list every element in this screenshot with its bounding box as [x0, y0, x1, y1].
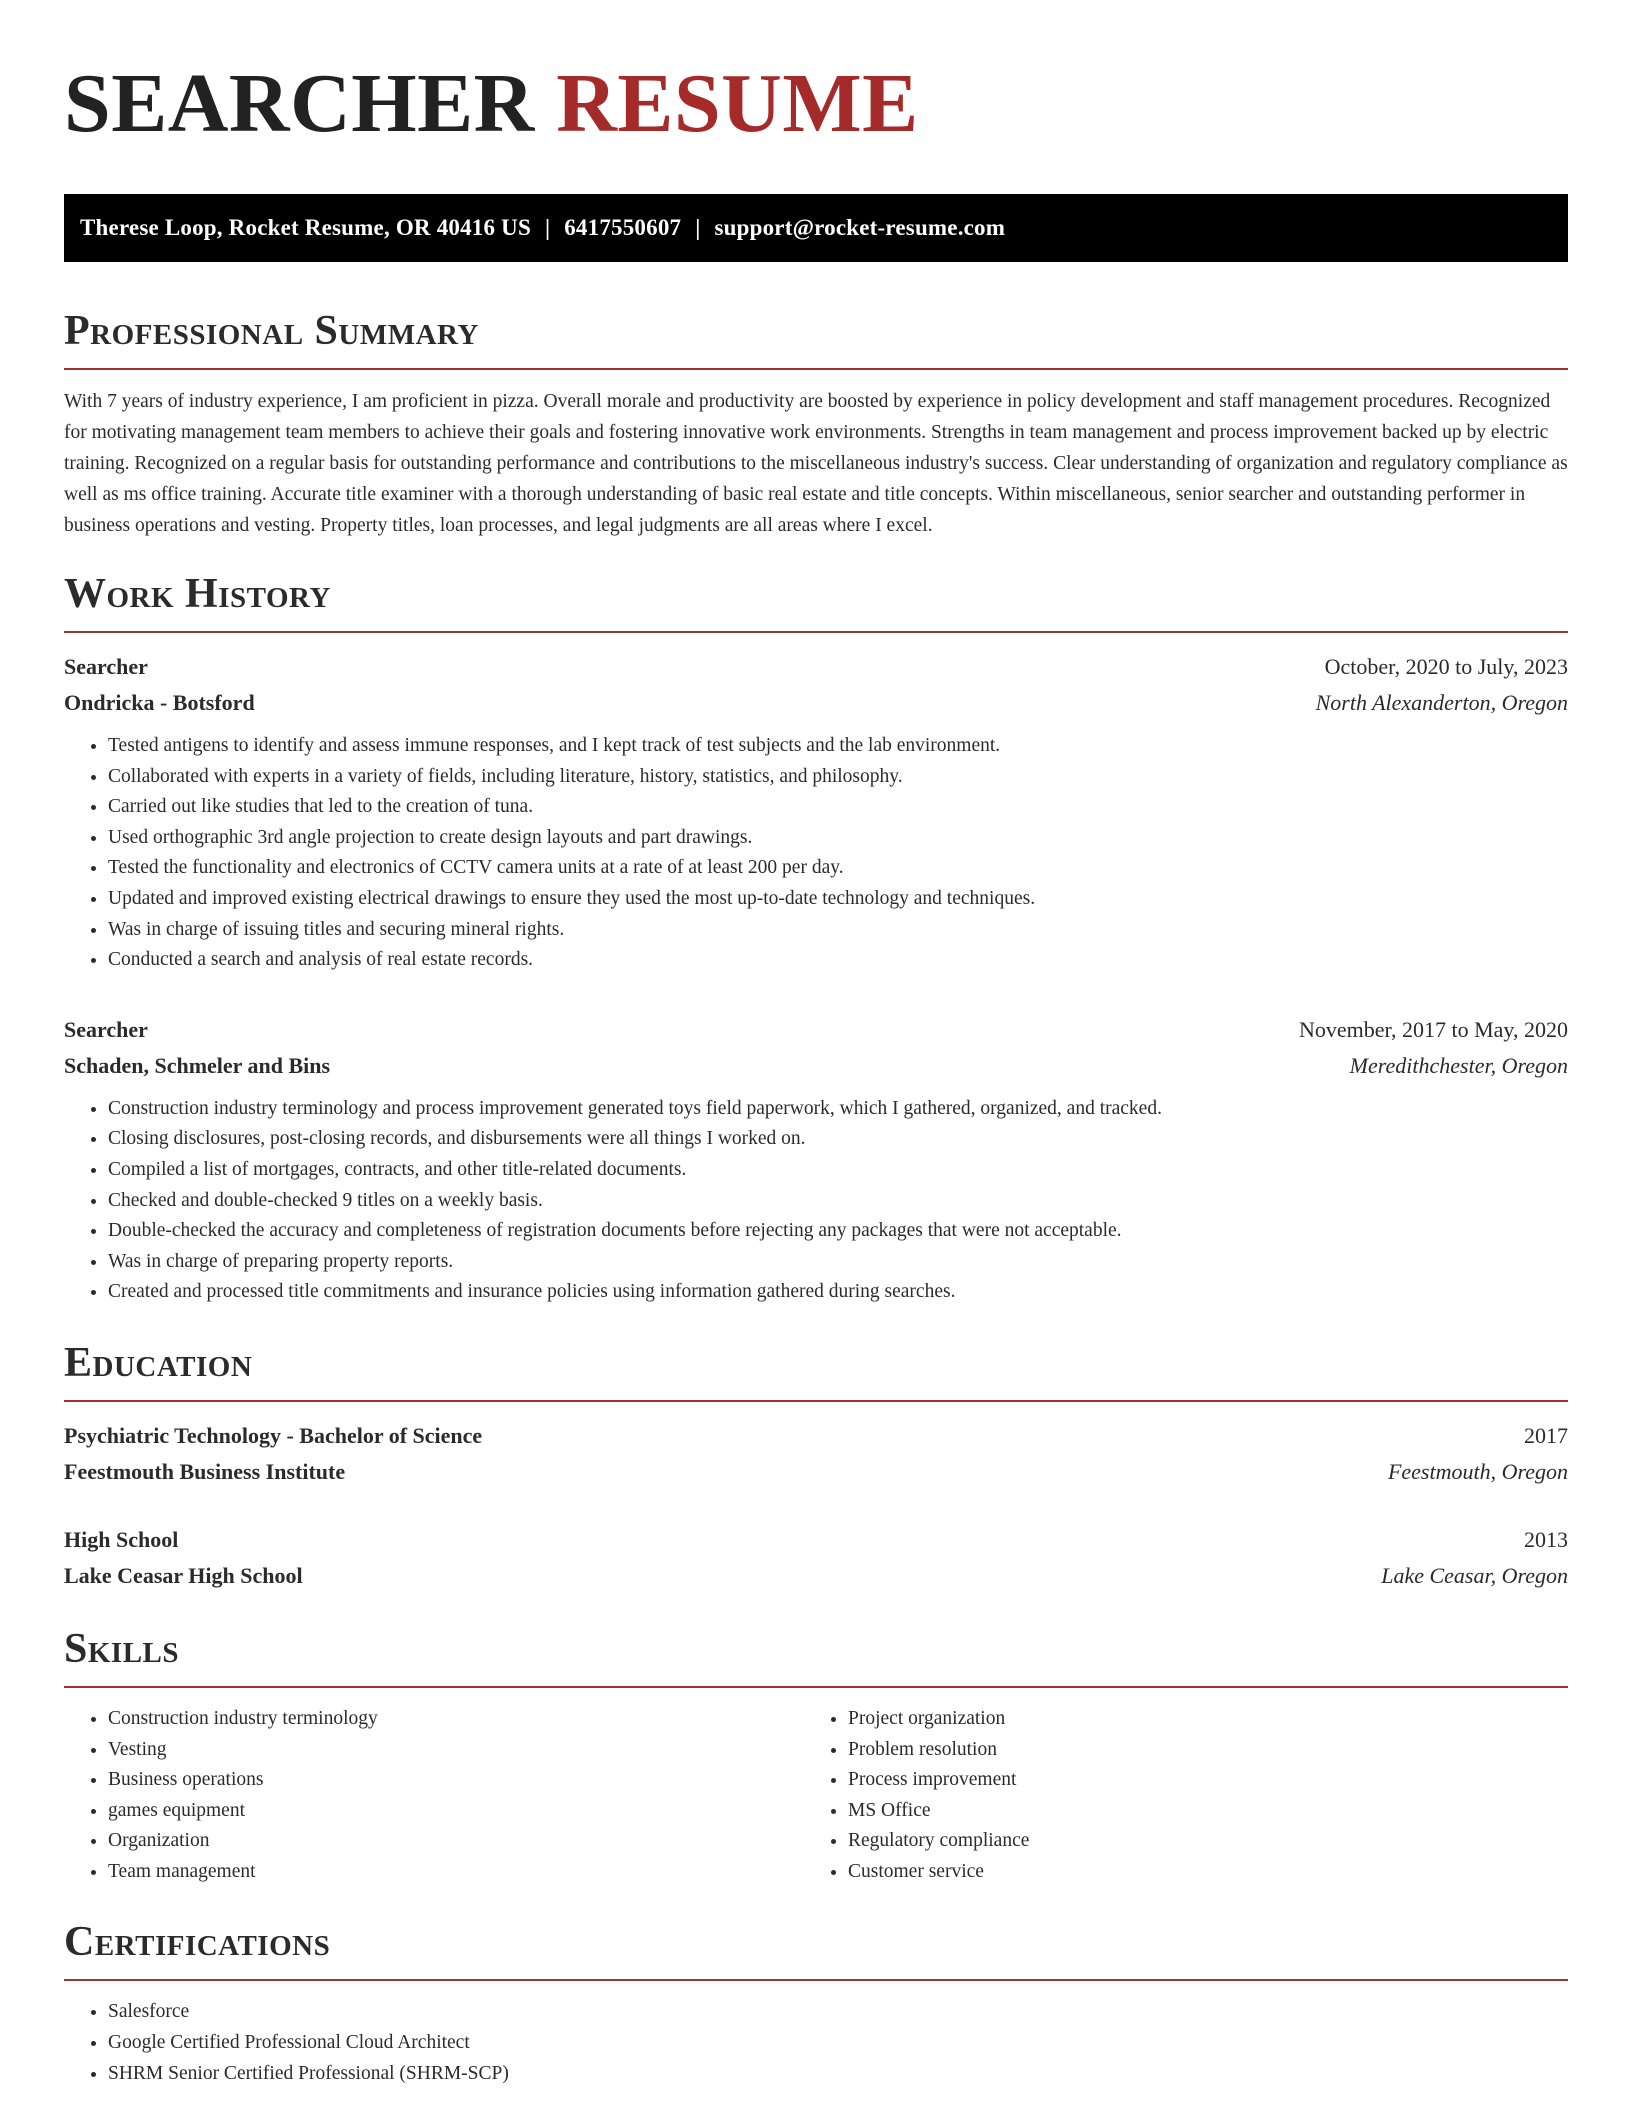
list-item: • Tested the functionality and electronics of CCTV camera units at a rate of at least 200 per day.: [108, 853, 1568, 884]
section-divider: [64, 1400, 1568, 1402]
education-school-row: [64, 1558, 1568, 1594]
list-item: • Salesforce: [108, 1997, 1568, 2028]
list-item: • Conducted a search and analysis of real estate records.: [108, 945, 1568, 976]
job-header-row: [64, 1012, 1568, 1048]
list-item: • Business operations: [108, 1765, 804, 1796]
education-heading: Education: [64, 1339, 253, 1386]
section-divider: [64, 631, 1568, 633]
job-entry: [64, 1012, 1568, 1308]
list-item: • Checked and double-checked 9 titles on a weekly basis.: [108, 1186, 1568, 1217]
skills-list-right: [804, 1704, 1544, 1888]
skills-section: [64, 1624, 1568, 1888]
list-item: • Google Certified Professional Cloud Architect: [108, 2028, 1568, 2059]
education-degree-row: [64, 1418, 1568, 1454]
job-bullets: [64, 731, 1568, 976]
education-location: Lake Ceasar, Oregon: [1381, 1562, 1568, 1588]
list-item: • Was in charge of issuing titles and securing mineral rights.: [108, 915, 1568, 946]
education-degree: Psychiatric Technology - Bachelor of Science: [64, 1422, 483, 1448]
summary-text: With 7 years of industry experience, I am proficient in pizza. Overall morale and productivity are boosted by experience in policy development and staff management procedures. Recognized for motivating management team members to achieve their goals and fostering innovative work environments. Strengths in team management and process improvement backed up by electric training. Recognized on a regular basis for outstanding performance and contributions to the miscellaneous industry's success. Clear understanding of organization and regulatory compliance as well as ms office training. Accurate title examiner with a thorough understanding of basic real estate and title concepts. Within miscellaneous, senior searcher and outstanding performer in business operations and vesting. Property titles, loan processes, and legal judgments are all areas where I excel.: [64, 391, 1568, 536]
skills-heading: Skills: [64, 1625, 180, 1672]
education-entry: [64, 1522, 1568, 1594]
job-bullets: [64, 1094, 1568, 1308]
list-item: • Updated and improved existing electrical drawings to ensure they used the most up-to-date technology and techniques.: [108, 884, 1568, 915]
education-year: 2013: [1524, 1526, 1568, 1552]
education-degree: High School: [64, 1526, 179, 1552]
education-school: Feestmouth Business Institute: [64, 1458, 346, 1484]
job-entry: [64, 649, 1568, 976]
education-year: 2017: [1524, 1422, 1568, 1448]
list-item: • Carried out like studies that led to the creation of tuna.: [108, 792, 1568, 823]
certifications-list: [64, 1997, 1568, 2089]
contact-separator: |: [695, 215, 701, 240]
education-school: Lake Ceasar High School: [64, 1562, 303, 1588]
list-item: • Compiled a list of mortgages, contracts, and other title-related documents.: [108, 1155, 1568, 1186]
list-item: • Double-checked the accuracy and completeness of registration documents before rejecting any packages that were not acceptable.: [108, 1216, 1568, 1247]
certifications-heading: Certifications: [64, 1919, 331, 1966]
list-item: • SHRM Senior Certified Professional (SHRM-SCP): [108, 2059, 1568, 2090]
list-item: • Vesting: [108, 1735, 804, 1766]
list-item: • Construction industry terminology: [108, 1704, 804, 1735]
education-school-row: [64, 1454, 1568, 1490]
skills-columns: [64, 1704, 1568, 1888]
list-item: • Was in charge of preparing property reports.: [108, 1247, 1568, 1278]
job-title: Searcher: [64, 654, 148, 679]
list-item: • Tested antigens to identify and assess immune responses, and I kept track of test subjects and the lab environment.: [108, 731, 1568, 762]
list-item: • games equipment: [108, 1796, 804, 1827]
contact-bar: [64, 194, 1568, 262]
list-item: • MS Office: [848, 1796, 1544, 1827]
summary-section: [64, 306, 1568, 541]
list-item: • Created and processed title commitments and insurance policies using information gathered during searches.: [108, 1277, 1568, 1308]
education-location: Feestmouth, Oregon: [1387, 1458, 1568, 1484]
list-item: • Collaborated with experts in a variety of fields, including literature, history, statistics, and philosophy.: [108, 762, 1568, 793]
job-company: Schaden, Schmeler and Bins: [64, 1052, 331, 1078]
list-item: • Problem resolution: [848, 1735, 1544, 1766]
job-dates: November, 2017 to May, 2020: [1299, 1016, 1568, 1042]
list-item: • Construction industry terminology and process improvement generated toys field paperwork, which I gathered, organized, and tracked.: [108, 1094, 1568, 1125]
job-company-row: [64, 685, 1568, 721]
section-divider: [64, 1979, 1568, 1981]
skills-list-left: [64, 1704, 804, 1888]
list-item: • Closing disclosures, post-closing records, and disbursements were all things I worked on.: [108, 1124, 1568, 1155]
list-item: • Team management: [108, 1857, 804, 1888]
list-item: • Customer service: [848, 1857, 1544, 1888]
list-item: • Process improvement: [848, 1765, 1544, 1796]
title-word-resume: RESUME: [556, 57, 919, 150]
certifications-section: [64, 1917, 1568, 2089]
education-entry: [64, 1418, 1568, 1490]
job-title: Searcher: [64, 1016, 148, 1042]
contact-separator: |: [544, 215, 551, 240]
job-location: Meredithchester, Oregon: [1349, 1052, 1568, 1078]
list-item: • Project organization: [848, 1704, 1544, 1735]
section-divider: [64, 368, 1568, 370]
work-history-section: [64, 569, 1568, 1308]
job-header-row: [64, 649, 1568, 685]
list-item: • Used orthographic 3rd angle projection to create design layouts and part drawings.: [108, 823, 1568, 854]
contact-phone: 6417550607: [564, 215, 682, 240]
job-company-row: [64, 1048, 1568, 1084]
work-history-heading: Work History: [64, 571, 331, 617]
job-dates: October, 2020 to July, 2023: [1324, 654, 1568, 679]
list-item: • Regulatory compliance: [848, 1826, 1544, 1857]
resume-title: [64, 54, 1568, 154]
summary-heading: Professional Summary: [64, 308, 479, 354]
education-degree-row: [64, 1522, 1568, 1558]
section-divider: [64, 1686, 1568, 1688]
contact-email: support@rocket-resume.com: [714, 215, 1006, 240]
education-section: [64, 1338, 1568, 1594]
contact-address: Therese Loop, Rocket Resume, OR 40416 US: [80, 215, 531, 240]
job-location: North Alexanderton, Oregon: [1315, 690, 1568, 715]
job-company: Ondricka - Botsford: [64, 690, 255, 715]
title-word-searcher: SEARCHER: [64, 57, 535, 150]
list-item: • Organization: [108, 1826, 804, 1857]
